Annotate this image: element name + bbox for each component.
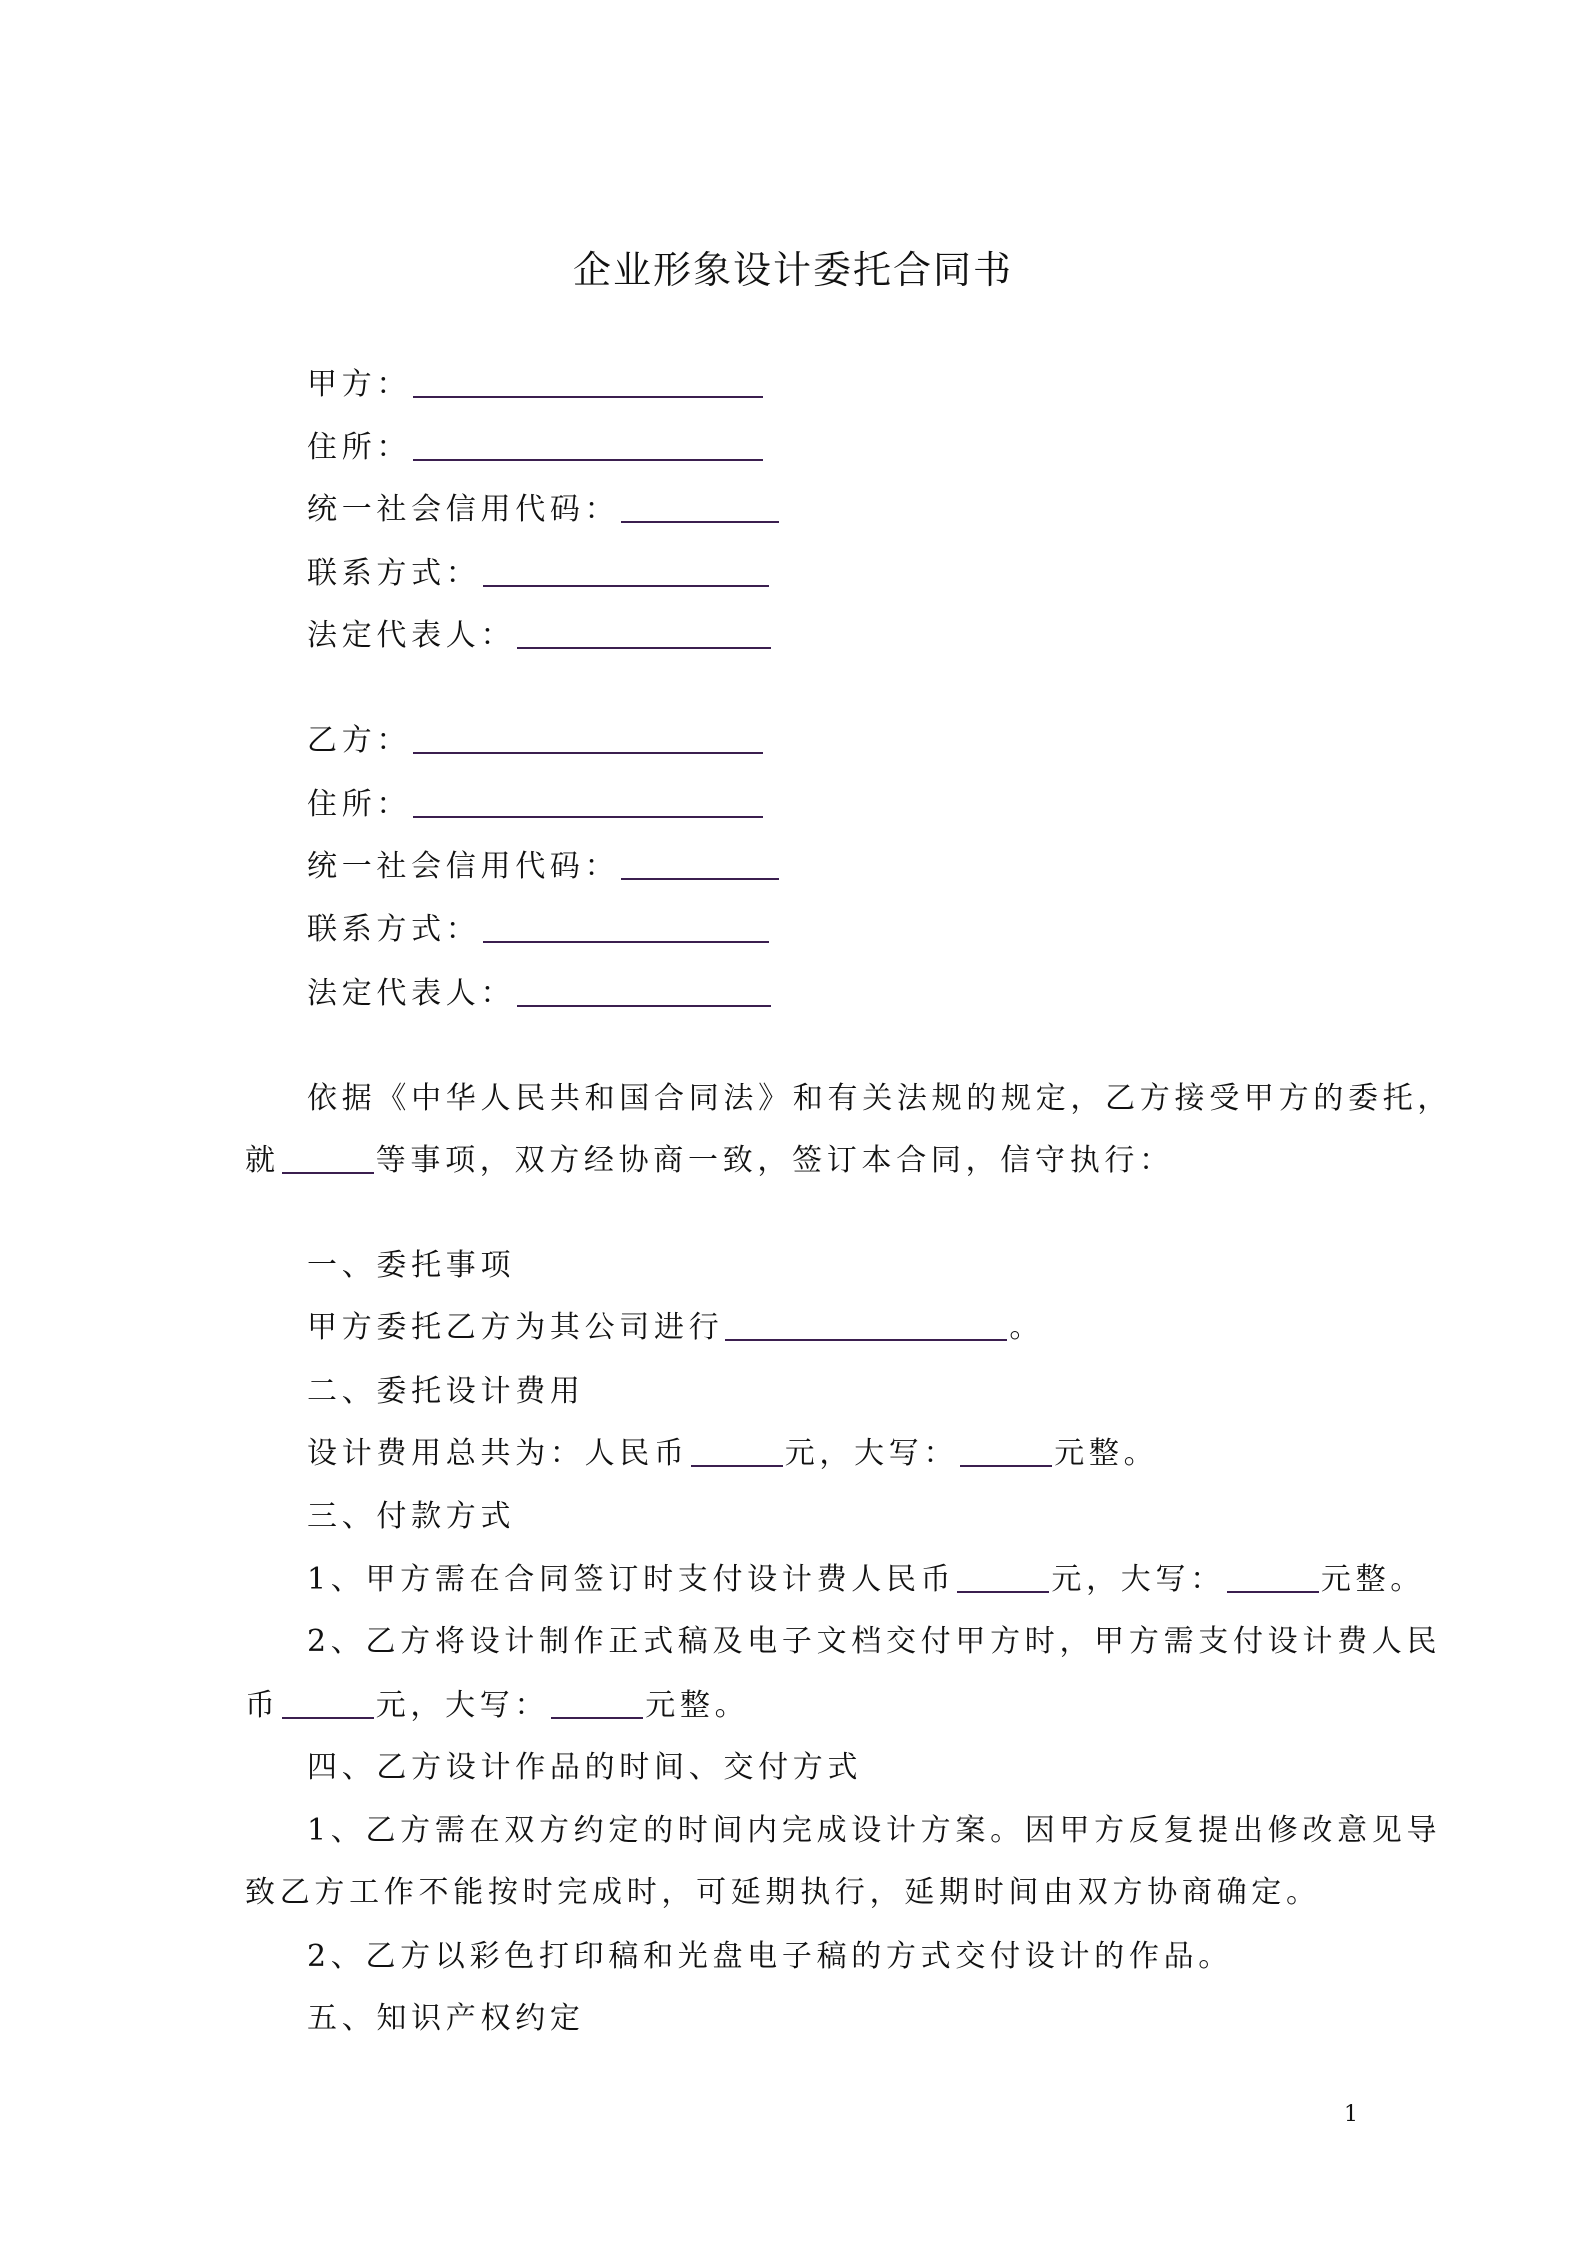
blank[interactable] (957, 1561, 1049, 1593)
blank[interactable] (691, 1435, 783, 1467)
text: 元，大写： (784, 1436, 959, 1471)
paragraph: 致乙方工作不能按时完成时，可延期执行，延期时间由双方协商确定。 (245, 1875, 1321, 1910)
party-a-credit-code-field (307, 490, 781, 530)
party-b-legal-rep-field (307, 974, 773, 1014)
paragraph (307, 1434, 1158, 1474)
text: 1、甲方需在合同签订时支付设计费人民币 (307, 1562, 956, 1597)
blank[interactable] (1227, 1561, 1319, 1593)
label: 住所： (307, 787, 412, 822)
paragraph: 2、乙方将设计制作正式稿及电子文档交付甲方时，甲方需支付设计费人民 (307, 1624, 1442, 1659)
text: 元整。 (645, 1688, 750, 1723)
label: 住所： (307, 430, 412, 465)
blank[interactable] (483, 555, 769, 587)
blank[interactable] (282, 1687, 374, 1719)
label: 法定代表人： (307, 976, 516, 1011)
text: 元，大写： (1051, 1562, 1225, 1597)
section-heading: 五、知识产权约定 (307, 2001, 585, 2036)
blank[interactable] (517, 975, 771, 1007)
section-heading: 三、付款方式 (307, 1499, 516, 1534)
party-b-contact-field (307, 910, 771, 950)
paragraph: 2、乙方以彩色打印稿和光盘电子稿的方式交付设计的作品。 (307, 1939, 1233, 1974)
blank[interactable] (517, 617, 771, 649)
section-heading: 一、委托事项 (307, 1248, 516, 1283)
label: 统一社会信用代码： (307, 849, 620, 884)
blank[interactable] (621, 848, 779, 880)
blank[interactable] (483, 911, 769, 943)
document-title: 企业形象设计委托合同书 (572, 248, 1013, 292)
text: 等事项，双方经协商一致，签订本合同，信守执行： (375, 1143, 1174, 1178)
text: 元整。 (1320, 1562, 1425, 1597)
label: 法定代表人： (307, 618, 516, 653)
paragraph: 1、乙方需在双方约定的时间内完成设计方案。因甲方反复提出修改意见导 (307, 1813, 1442, 1848)
text: 就 (245, 1143, 280, 1178)
blank[interactable] (960, 1435, 1052, 1467)
label: 联系方式： (307, 556, 481, 591)
paragraph (307, 1560, 1425, 1600)
blank[interactable] (725, 1309, 1007, 1341)
blank[interactable] (282, 1142, 374, 1174)
text: 币 (245, 1688, 280, 1723)
party-a-contact-field (307, 554, 771, 594)
section-heading: 四、乙方设计作品的时间、交付方式 (307, 1750, 863, 1785)
label: 甲方： (307, 367, 412, 402)
text: 设计费用总共为：人民币 (307, 1436, 689, 1471)
party-a-name-field (307, 365, 765, 405)
page-number: 1 (1344, 2102, 1358, 2127)
text: 元，大写： (375, 1688, 550, 1723)
blank[interactable] (413, 722, 763, 754)
text: 。 (1009, 1310, 1045, 1345)
party-b-address-field (307, 785, 765, 825)
blank[interactable] (621, 491, 779, 523)
blank[interactable] (551, 1687, 643, 1719)
blank[interactable] (413, 366, 763, 398)
text: 甲方委托乙方为其公司进行 (307, 1310, 724, 1345)
party-b-credit-code-field (307, 847, 781, 887)
party-a-address-field (307, 428, 765, 468)
text: 元整。 (1054, 1436, 1159, 1471)
label: 联系方式： (307, 912, 481, 947)
party-a-legal-rep-field (307, 616, 773, 656)
preamble-line: 依据《中华人民共和国合同法》和有关法规的规定，乙方接受甲方的委托， (307, 1081, 1453, 1116)
preamble-line (245, 1141, 1174, 1181)
blank[interactable] (413, 786, 763, 818)
paragraph (245, 1686, 749, 1726)
section-heading: 二、委托设计费用 (307, 1374, 585, 1409)
label: 乙方： (307, 723, 412, 758)
party-b-name-field (307, 721, 765, 761)
label: 统一社会信用代码： (307, 492, 620, 527)
blank[interactable] (413, 429, 763, 461)
paragraph (307, 1308, 1044, 1348)
